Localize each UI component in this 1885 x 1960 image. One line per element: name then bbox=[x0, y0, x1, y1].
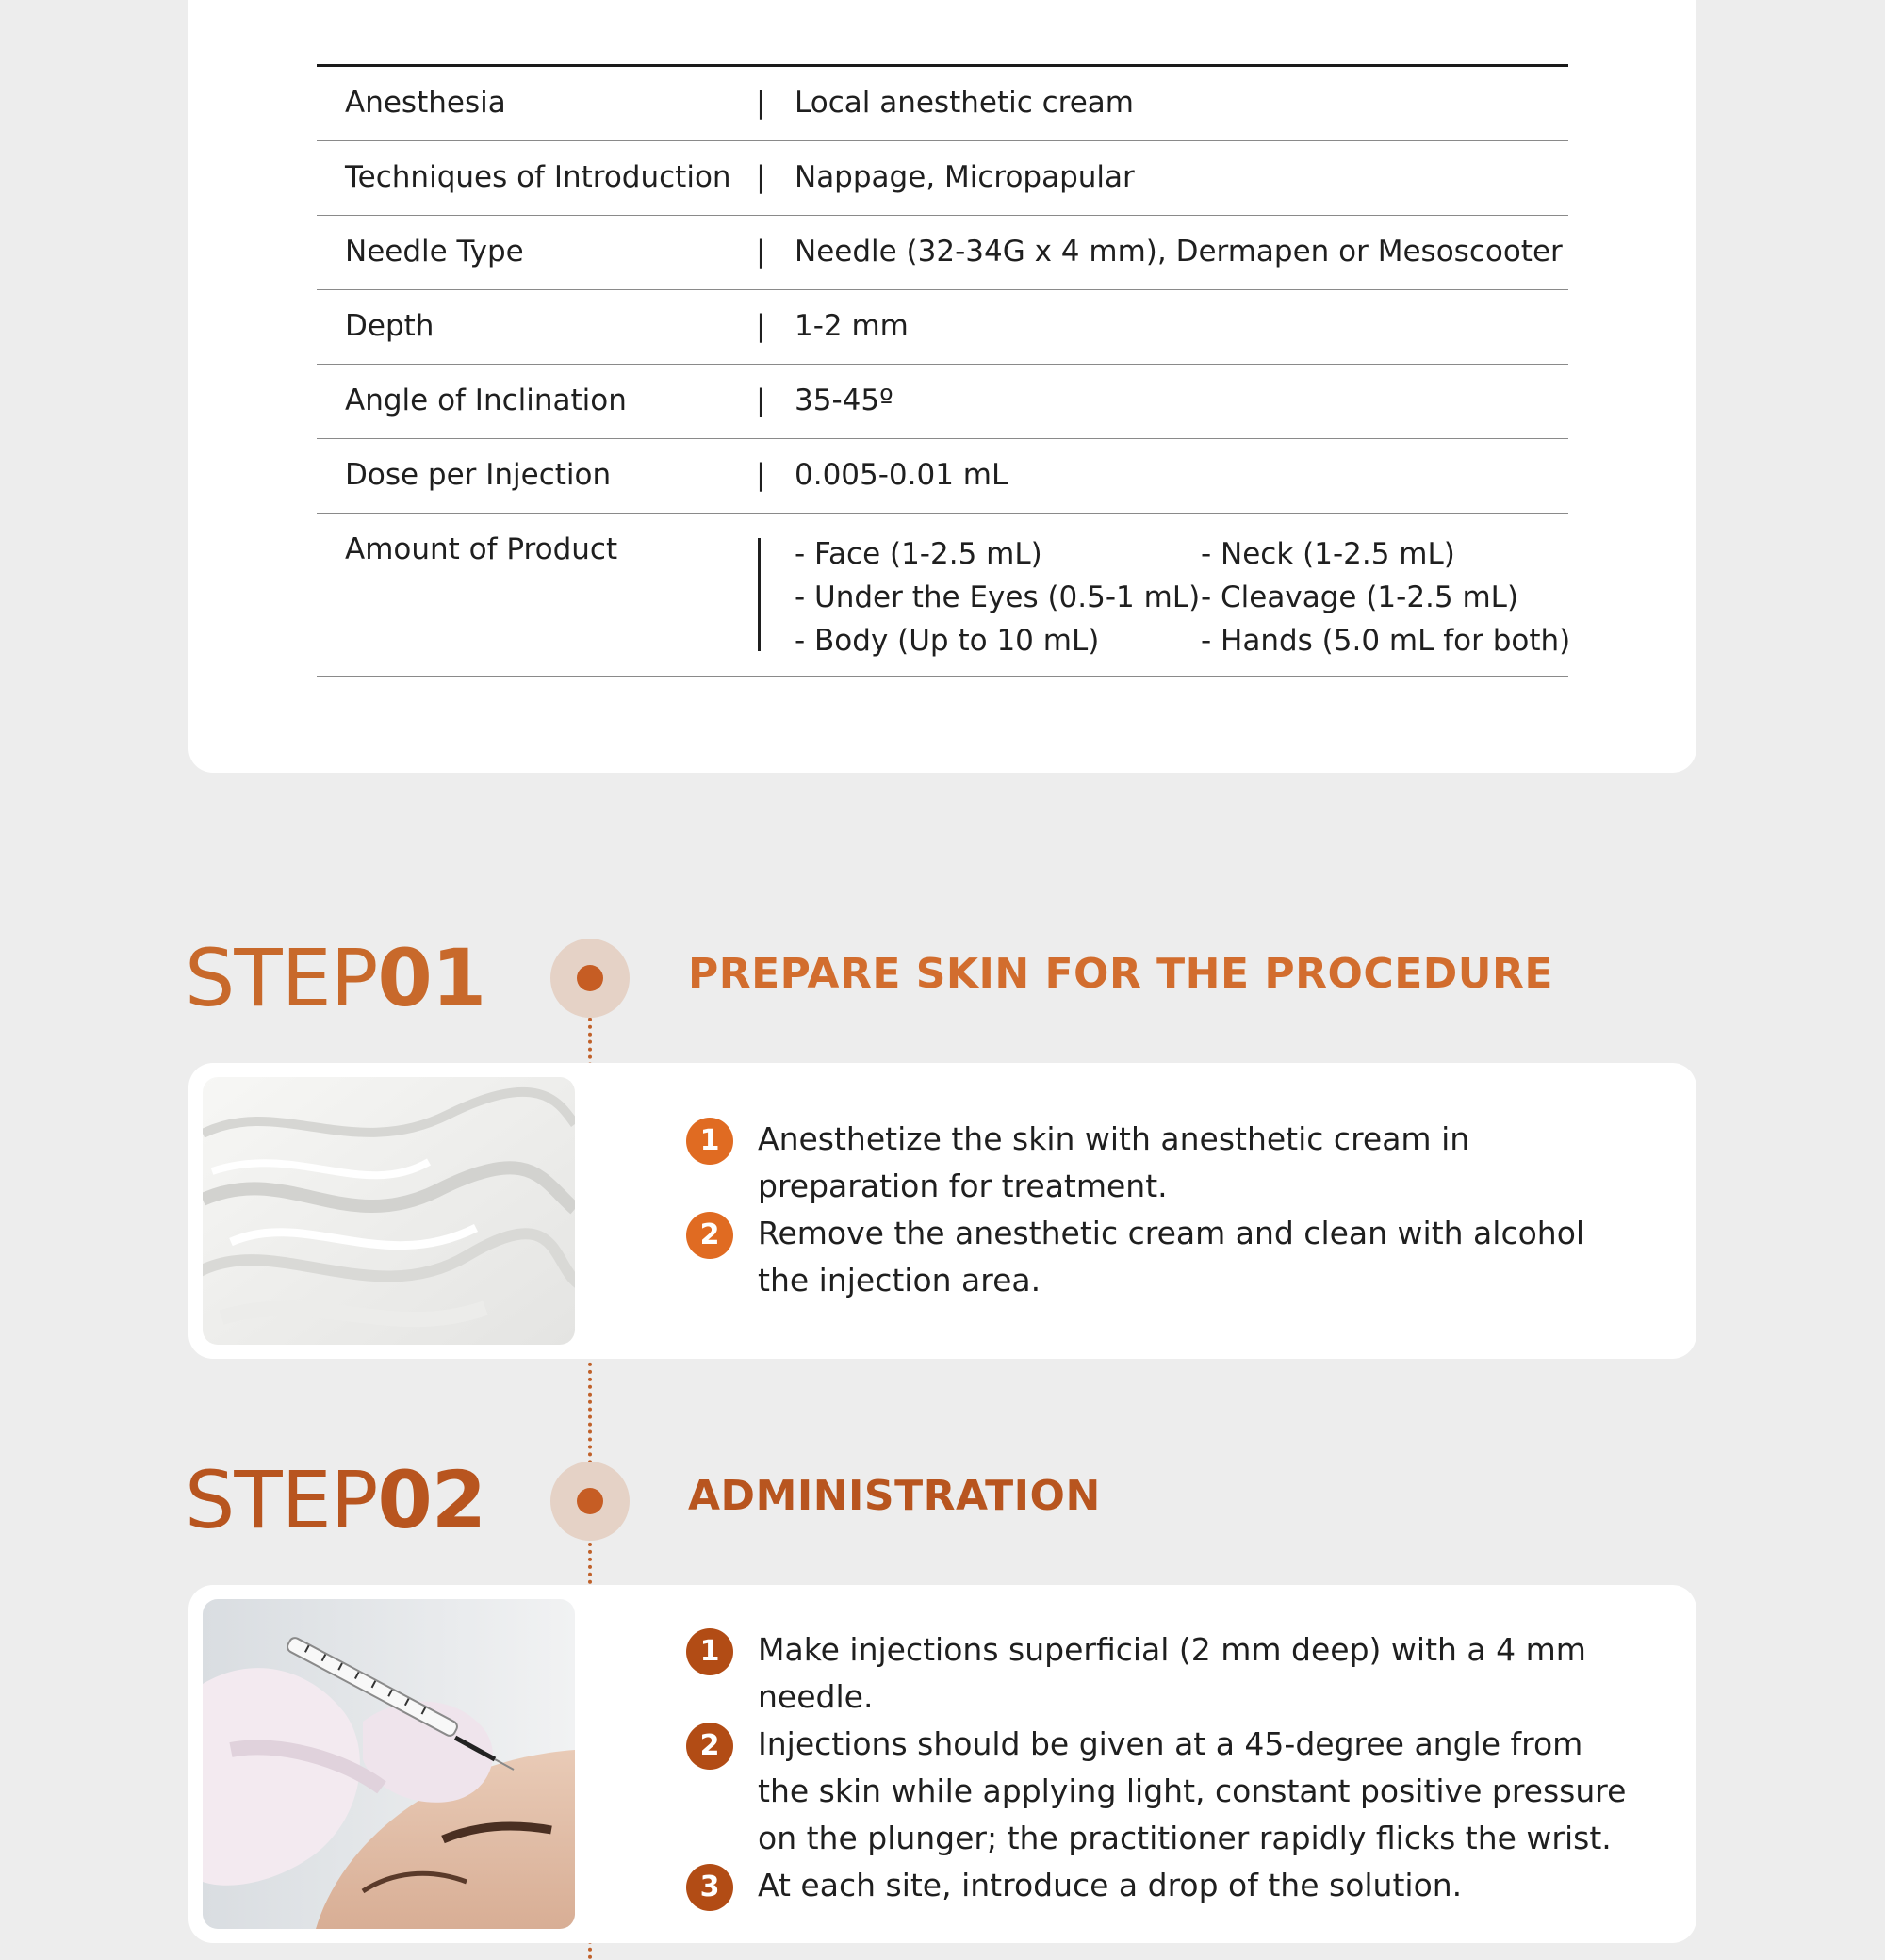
spec-separator: | bbox=[756, 384, 766, 417]
instruction-item bbox=[686, 1862, 1638, 1909]
specification-table bbox=[317, 64, 1571, 677]
spec-row-depth bbox=[317, 290, 1568, 365]
timeline-dot bbox=[550, 939, 630, 1018]
spec-value: 0.005-0.01 mL bbox=[795, 458, 1008, 492]
timeline-dot-center bbox=[577, 965, 603, 991]
spec-label: Depth bbox=[345, 309, 434, 343]
step-01-label bbox=[185, 932, 486, 1024]
spec-row-angle bbox=[317, 365, 1568, 439]
spec-value: Local anesthetic cream bbox=[795, 86, 1134, 120]
spec-value: Nappage, Micropapular bbox=[795, 160, 1135, 194]
step-02-instructions bbox=[686, 1626, 1638, 1909]
spec-separator: | bbox=[756, 86, 766, 120]
instruction-text: Anesthetize the skin with anesthetic cream in preparation for treatment. bbox=[758, 1120, 1470, 1204]
instruction-text: At each site, introduce a drop of the solution. bbox=[758, 1867, 1463, 1903]
step-02-label bbox=[185, 1454, 486, 1546]
timeline-dot bbox=[550, 1462, 630, 1541]
step-prefix: STEP bbox=[185, 932, 378, 1024]
spec-value: 35-45º bbox=[795, 384, 893, 417]
instruction-text: Injections should be given at a 45-degree angle from the skin while applying light, constant positive pressure on the plunger; the practitioner rapidly flicks the wrist. bbox=[758, 1725, 1627, 1856]
spec-separator: | bbox=[756, 160, 766, 194]
spec-label: Anesthesia bbox=[345, 86, 506, 120]
number-badge: 2 bbox=[686, 1212, 733, 1259]
spec-label: Amount of Product bbox=[345, 532, 618, 566]
cream-texture-illustration bbox=[203, 1077, 575, 1345]
number-badge: 1 bbox=[686, 1628, 733, 1675]
amount-column-left bbox=[795, 532, 1200, 662]
cream-texture-image bbox=[203, 1077, 575, 1345]
timeline-dot-center bbox=[577, 1488, 603, 1514]
step-02-card bbox=[188, 1585, 1696, 1943]
step-number: 01 bbox=[377, 932, 486, 1024]
spec-separator: | bbox=[756, 458, 766, 492]
spec-divider bbox=[758, 538, 761, 651]
spec-label: Needle Type bbox=[345, 235, 524, 269]
amount-item: - Body (Up to 10 mL) bbox=[795, 624, 1100, 658]
spec-row-anesthesia bbox=[317, 67, 1568, 141]
step-02-title: ADMINISTRATION bbox=[688, 1472, 1101, 1520]
spec-row-dose bbox=[317, 439, 1568, 514]
spec-label: Techniques of Introduction bbox=[345, 160, 731, 194]
step-01-instructions bbox=[686, 1116, 1638, 1304]
spec-row-needle-type bbox=[317, 216, 1568, 290]
number-badge: 1 bbox=[686, 1118, 733, 1165]
step-prefix: STEP bbox=[185, 1454, 378, 1546]
instruction-text: Remove the anesthetic cream and clean with alcohol the injection area. bbox=[758, 1215, 1585, 1298]
amount-item: - Under the Eyes (0.5-1 mL) bbox=[795, 580, 1201, 614]
amount-item: - Cleavage (1-2.5 mL) bbox=[1201, 580, 1519, 614]
spec-separator: | bbox=[756, 235, 766, 269]
instruction-item bbox=[686, 1721, 1638, 1862]
spec-value: 1-2 mm bbox=[795, 309, 909, 343]
instruction-text: Make injections superficial (2 mm deep) with a 4 mm needle. bbox=[758, 1631, 1586, 1715]
instruction-item bbox=[686, 1210, 1638, 1304]
spec-row-techniques bbox=[317, 141, 1568, 216]
injection-photo bbox=[203, 1599, 575, 1929]
spec-row-amount bbox=[317, 514, 1571, 677]
amount-item: - Neck (1-2.5 mL) bbox=[1201, 537, 1455, 571]
spec-value: Needle (32-34G x 4 mm), Dermapen or Mesoscooter bbox=[795, 235, 1563, 269]
spec-separator: | bbox=[756, 309, 766, 343]
spec-label: Angle of Inclination bbox=[345, 384, 627, 417]
amount-item: - Hands (5.0 mL for both) bbox=[1201, 624, 1571, 658]
step-01-title: PREPARE SKIN FOR THE PROCEDURE bbox=[688, 950, 1553, 998]
step-number: 02 bbox=[377, 1454, 486, 1546]
instruction-item bbox=[686, 1626, 1638, 1721]
amount-item: - Face (1-2.5 mL) bbox=[795, 537, 1042, 571]
spec-label: Dose per Injection bbox=[345, 458, 612, 492]
instruction-item bbox=[686, 1116, 1638, 1210]
step-01-card bbox=[188, 1063, 1696, 1359]
amount-column-right bbox=[1201, 532, 1570, 662]
injection-illustration bbox=[203, 1599, 575, 1929]
number-badge: 2 bbox=[686, 1723, 733, 1770]
number-badge: 3 bbox=[686, 1864, 733, 1911]
